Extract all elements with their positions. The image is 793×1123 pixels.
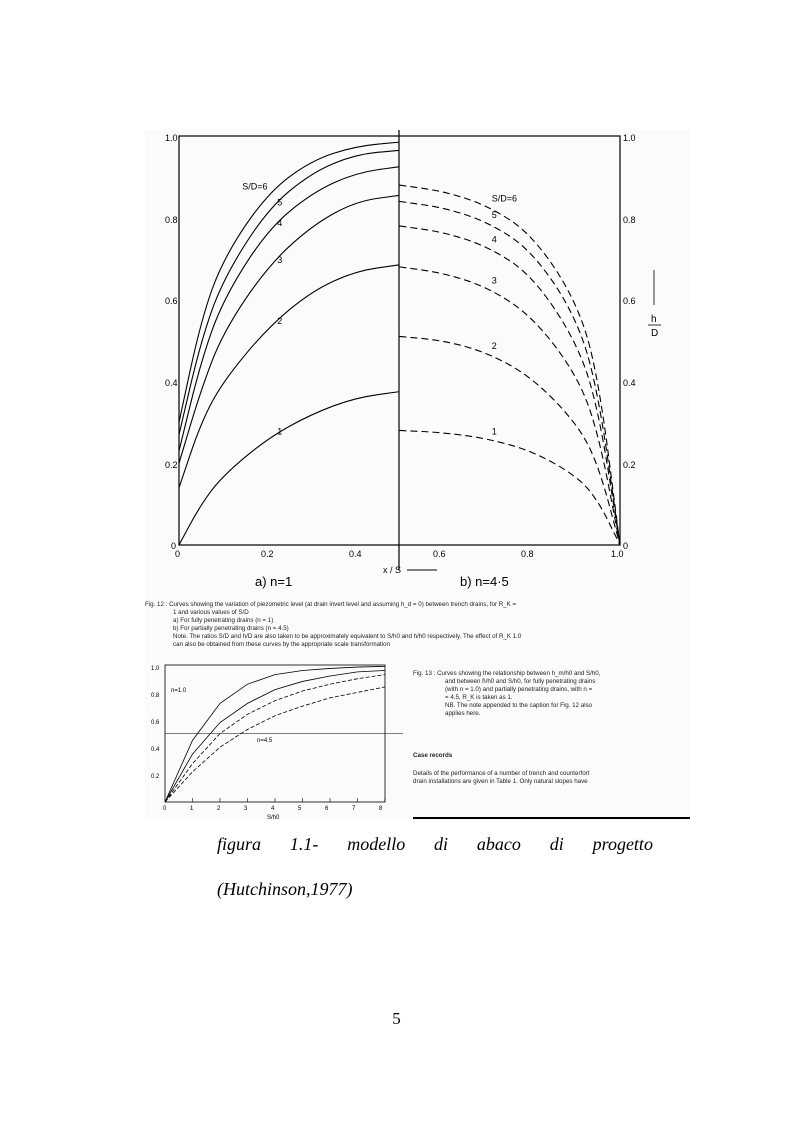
left-ytick-6: 0: [171, 541, 177, 551]
curve-a-label-5: 2: [277, 316, 283, 327]
fig13-line-2: and between h̄/h0 and S/h0, for fully penetrating drains: [445, 678, 596, 685]
small-ytick-3: 0.6: [151, 720, 160, 726]
caption-word-6: di: [549, 834, 564, 854]
small-ytick-2: 0.8: [151, 693, 160, 699]
small-xtick-9: 8: [379, 806, 383, 812]
xtick-6: 1.0: [611, 549, 624, 559]
small-xtick-2: 1: [190, 806, 194, 812]
small-xtick-6: 5: [298, 806, 302, 812]
curve-a-label-6: 1: [277, 426, 283, 437]
left-ytick-2: 0.8: [165, 215, 178, 225]
fig12-line-5: Note. The ratios S/D and h/D are also taken to be approximately equivalent to S/h0 and h/h0 respectively. The effect of R_K 1.0: [173, 633, 522, 640]
caption-word-3: modello: [347, 834, 406, 854]
figure-svg: [145, 130, 690, 820]
curve-a-label-1: S/D=6: [242, 181, 268, 192]
small-xtick-5: 4: [271, 806, 275, 812]
right-ytick-5: 0.2: [623, 460, 636, 470]
xtick-4: 0.6: [433, 549, 446, 559]
figure-caption-citation: (Hutchinson,1977): [217, 879, 353, 899]
curve-a-label-2: 5: [277, 197, 283, 208]
right-axis-d: D: [651, 328, 659, 339]
caption-word-4: di: [434, 834, 449, 854]
x-axis-label: x / S: [383, 565, 402, 575]
case-text-1: Details of the performance of a number of trench and counterfort: [413, 770, 590, 777]
right-ytick-1: 1.0: [623, 133, 636, 143]
xtick-5: 0.8: [521, 549, 534, 559]
curve-b-label-3: 4: [491, 234, 497, 245]
scan-background: [145, 130, 690, 820]
case-records-title: Case records: [413, 752, 453, 759]
caption-rule: [413, 817, 690, 819]
xtick-2: 0.2: [261, 549, 274, 559]
fig12-line-4: b) For partially penetrating drains (n = 4.5): [173, 625, 289, 632]
right-ytick-4: 0.4: [623, 378, 636, 388]
left-ytick-3: 0.6: [165, 296, 178, 306]
caption-word-2: 1.1-: [289, 834, 319, 854]
page-number: 5: [392, 1009, 401, 1028]
small-ytick-1: 1.0: [151, 666, 160, 672]
caption-word-5: abaco: [476, 834, 521, 854]
caption-word-7: progetto: [592, 834, 653, 854]
curve-a-label-3: 4: [277, 218, 283, 229]
panel-a-caption: a) n=1: [255, 574, 293, 589]
curve-b-label-1: S/D=6: [491, 193, 517, 204]
curve-b-label-5: 2: [491, 340, 497, 351]
fig12-line-2: 1 and various values of S/D: [173, 609, 249, 616]
small-ytick-4: 0.4: [151, 747, 160, 753]
case-text-2: drain installations are given in Table 1. Only natural slopes have: [413, 778, 588, 785]
xtick-3: 0.4: [349, 549, 362, 559]
figure-caption: [217, 834, 653, 855]
scanned-figure: [145, 130, 690, 820]
fig12-line-1: Fig. 12 : Curves showing the variation of piezometric level (at drain invert level and assuming h_d = 0) between trench drains, for R_K =: [145, 601, 517, 608]
left-ytick-4: 0.4: [165, 378, 178, 388]
curve-b-label-2: 5: [491, 209, 497, 220]
small-xtick-8: 7: [352, 806, 356, 812]
fig13-line-4: = 4.5, R_K is taken as 1.: [445, 694, 513, 701]
small-xlabel: S/h0: [267, 815, 280, 820]
small-xtick-1: 0: [163, 806, 167, 812]
fig13-line-1: Fig. 13 : Curves showing the relationship between h_m/h0 and S/h0,: [413, 670, 601, 677]
small-xtick-4: 3: [244, 806, 248, 812]
caption-word-1: figura: [217, 834, 262, 854]
right-ytick-2: 0.8: [623, 215, 636, 225]
right-axis-h: h: [651, 314, 657, 325]
small-ytick-5: 0.2: [151, 774, 160, 780]
curve-b-label-4: 3: [491, 275, 497, 286]
fig13-line-5: NB. The note appended to the caption for Fig. 12 also: [445, 702, 593, 709]
fig13-line-6: applies here.: [445, 710, 481, 717]
fig13-line-3: (with n = 1.0) and partially penetrating drains, with n =: [445, 686, 593, 693]
right-ytick-6: 0: [623, 541, 629, 551]
xtick-1: 0: [175, 549, 181, 559]
right-ytick-3: 0.6: [623, 296, 636, 306]
left-ytick-1: 1.0: [165, 133, 178, 143]
panel-b-caption: b) n=4·5: [460, 574, 509, 589]
fig12-line-3: a) For fully penetrating drains (n = 1): [173, 617, 274, 624]
fig12-line-6: can also be obtained from these curves by the appropriate scale transformation: [173, 641, 391, 648]
left-ytick-5: 0.2: [165, 460, 178, 470]
small-xtick-7: 6: [325, 806, 329, 812]
small-label-n45: n=4.5: [257, 738, 273, 744]
curve-a-label-4: 3: [277, 254, 283, 265]
curve-b-label-6: 1: [491, 426, 497, 437]
small-label-n1: n=1.0: [171, 688, 187, 694]
small-xtick-3: 2: [217, 806, 221, 812]
